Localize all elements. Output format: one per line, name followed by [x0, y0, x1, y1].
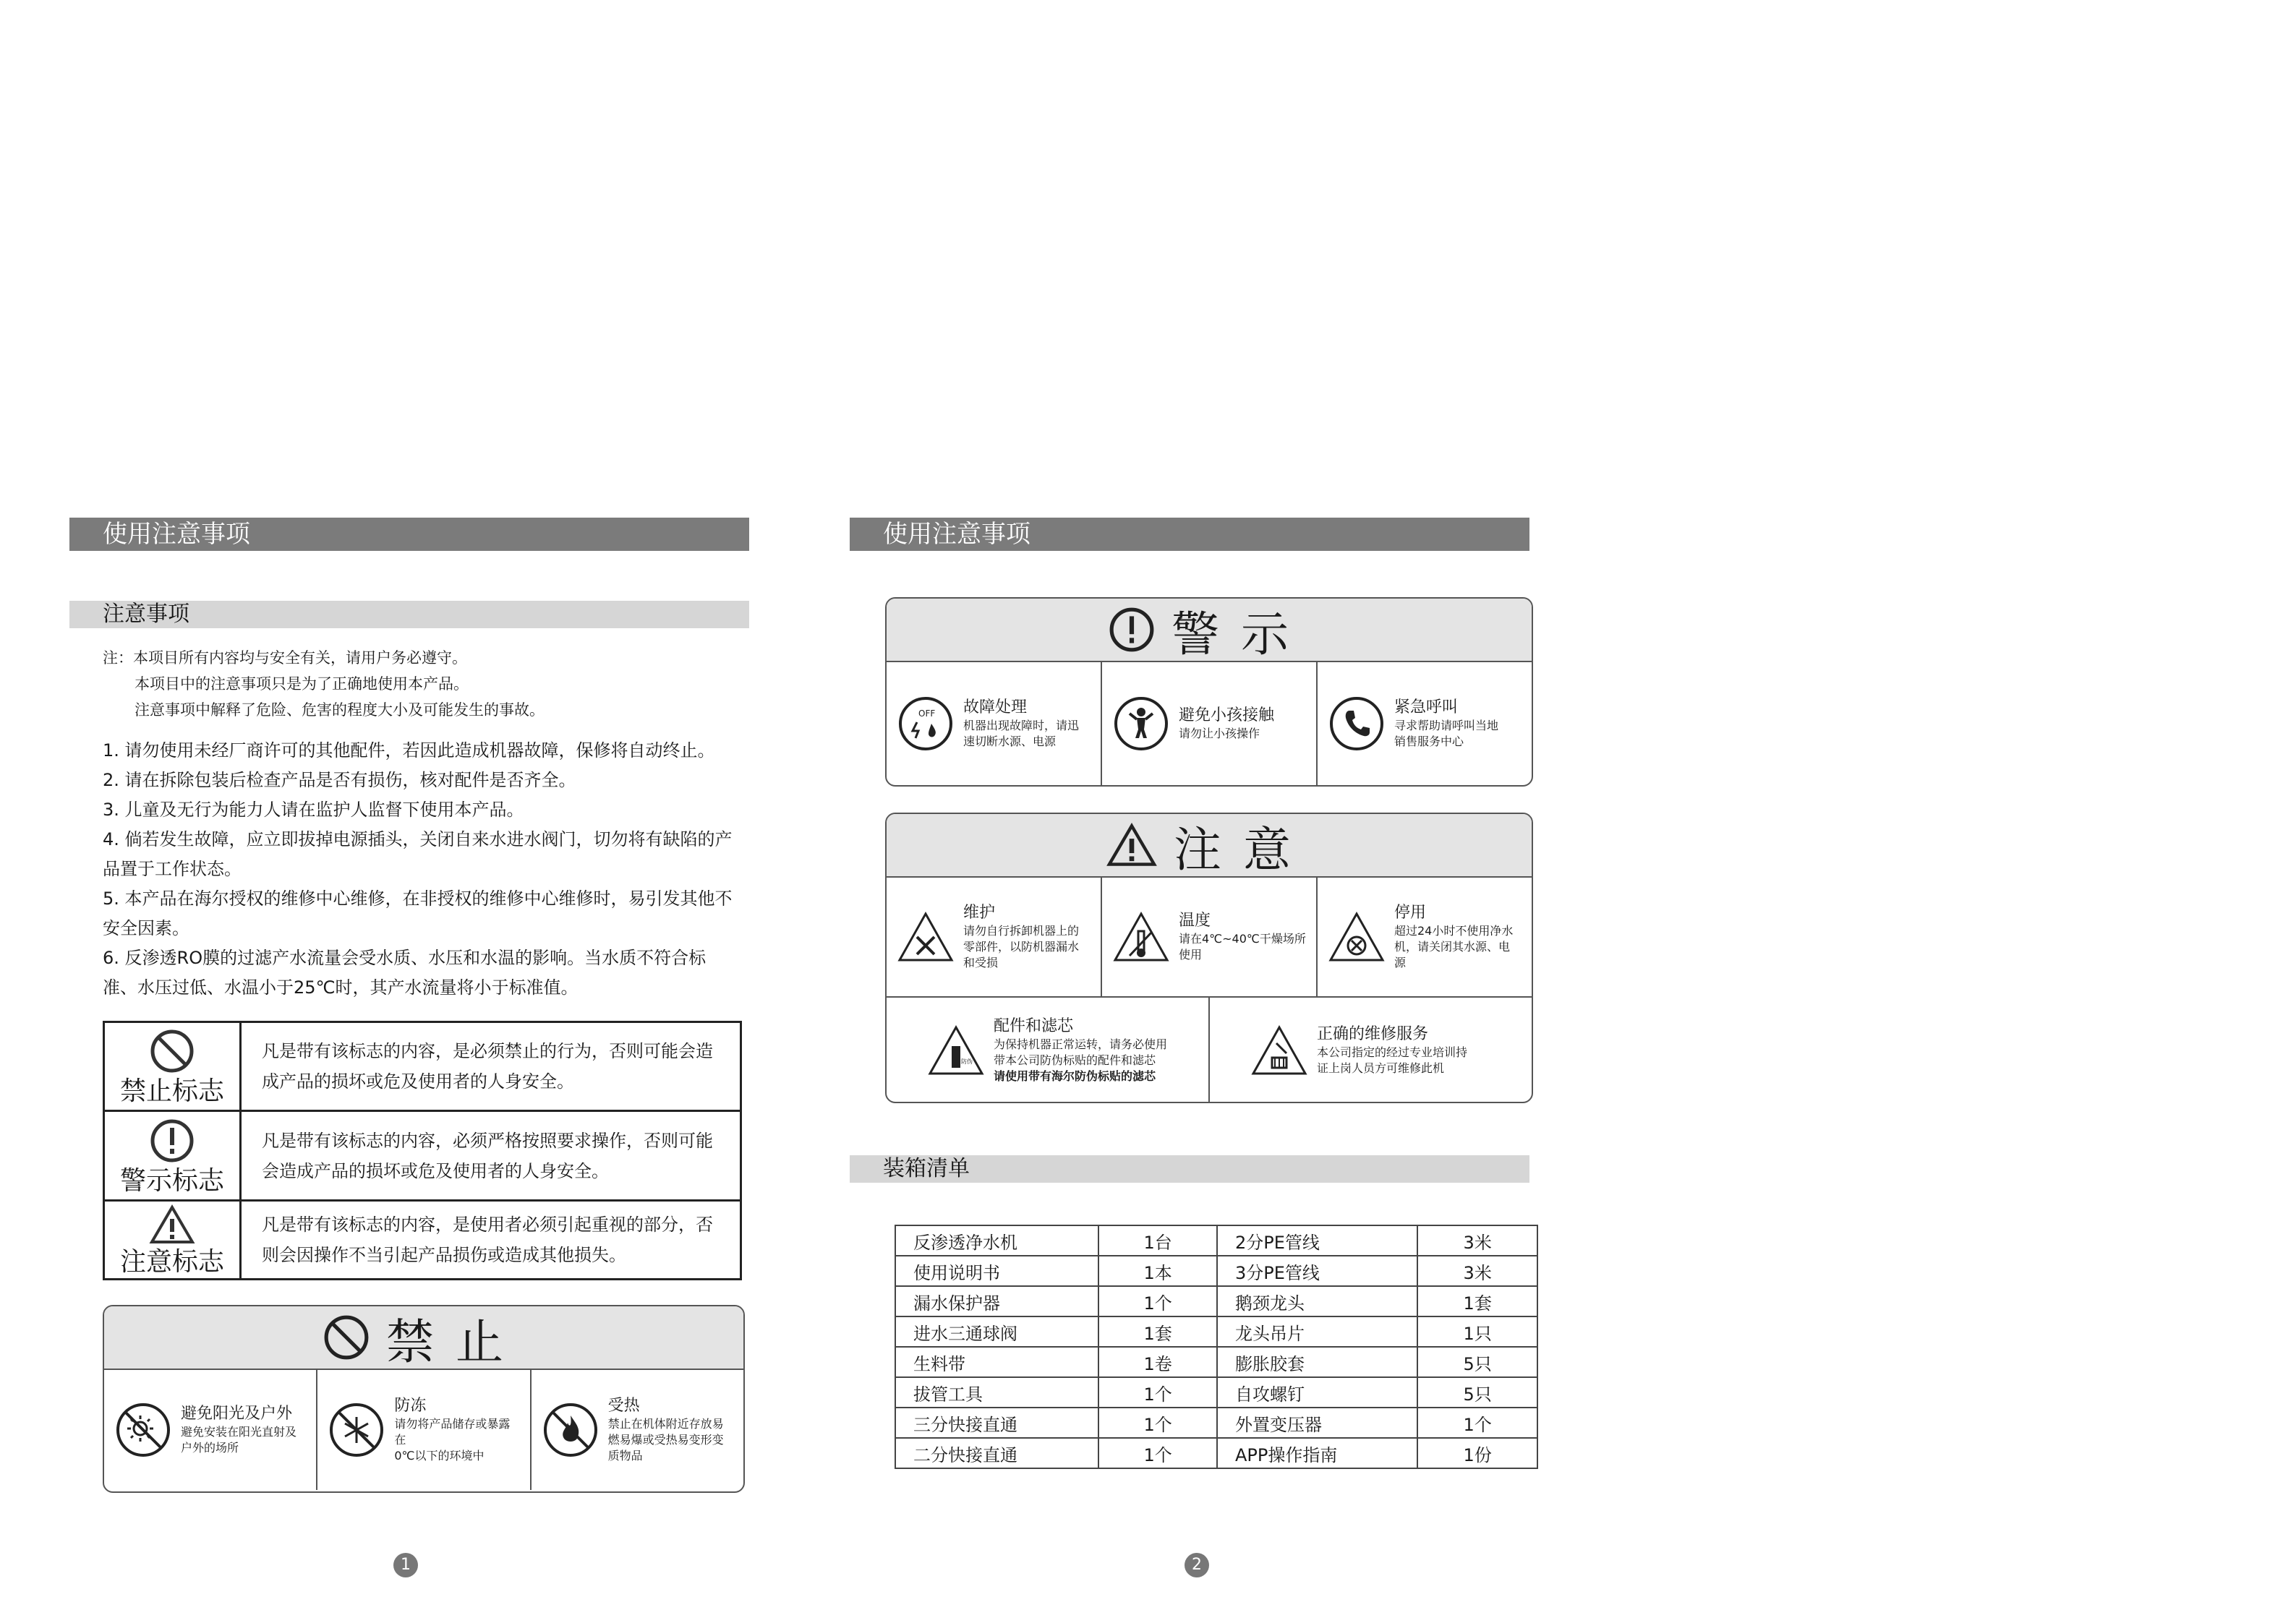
item-name-cell: 生料带 [895, 1347, 1098, 1377]
note-line: 注：本项目所有内容均与安全有关，请用户务必遵守。 [103, 649, 467, 667]
caution-item [887, 878, 1101, 996]
item-name-cell: 自攻螺钉 [1217, 1377, 1417, 1408]
table-row [895, 1408, 1537, 1438]
item-desc-bold: 请使用带有海尔防伪标贴的滤芯 [994, 1069, 1156, 1083]
left-page-header: 使用注意事项 [69, 518, 749, 551]
item-qty-cell: 5只 [1417, 1347, 1537, 1377]
sun-outdoor-prohibited-icon [114, 1401, 172, 1459]
list-item: 安全因素。 [103, 918, 189, 938]
item-title: 防冻 [394, 1397, 427, 1415]
caution-triangle-icon [149, 1204, 195, 1245]
table-row [104, 1022, 741, 1111]
note-line: 本项目中的注意事项只是为了正确地使用本产品。 [135, 675, 469, 693]
prohibit-item-text [394, 1396, 519, 1464]
table-row [895, 1347, 1537, 1377]
sign-cell [104, 1111, 241, 1201]
notice-list [103, 736, 754, 1003]
off-label: OFF [918, 708, 936, 719]
packing-table [895, 1225, 1538, 1469]
item-qty-cell: 1台 [1098, 1225, 1217, 1256]
item-name-cell: 2分PE管线 [1217, 1225, 1417, 1256]
caution-box [885, 813, 1533, 1103]
item-desc: 燃易爆或受热易变形变 [607, 1433, 724, 1447]
desc-line: 凡是带有该标志的内容，是必须禁止的行为，否则可能会造 [262, 1041, 713, 1061]
warning-row [887, 662, 1532, 785]
prohibit-item [316, 1370, 529, 1490]
list-item: 3. 儿童及无行为能力人请在监护人监督下使用本产品。 [103, 800, 524, 820]
caution-item-text [1179, 911, 1306, 963]
list-item: 品置于工作状态。 [103, 859, 242, 879]
prohibit-box-title: 禁止 [386, 1314, 525, 1370]
sign-cell [104, 1022, 241, 1111]
tools-icon [897, 908, 955, 966]
item-desc: 零部件，以防机器漏水 [963, 940, 1080, 954]
desc-line: 凡是带有该标志的内容，是使用者必须引起重视的部分，否 [262, 1215, 713, 1235]
right-page [883, 0, 2296, 1623]
item-title: 温度 [1179, 912, 1211, 930]
list-item: 4. 倘若发生故障，应立即拔掉电源插头，关闭自来水进水阀门，切勿将有缺陷的产 [103, 829, 733, 849]
caution-item [1316, 878, 1532, 996]
item-name-cell: 反渗透净水机 [895, 1225, 1098, 1256]
warning-item [1316, 662, 1532, 785]
list-item: 6. 反渗透RO膜的过滤产水流量会受水质、水压和水温的影响。当水质不符合标 [103, 948, 707, 968]
table-row [104, 1201, 741, 1280]
caution-row [887, 996, 1532, 1103]
item-qty-cell: 3米 [1417, 1225, 1537, 1256]
table-row [895, 1225, 1537, 1256]
item-desc: 请在4℃~40℃干燥场所 [1179, 932, 1306, 946]
item-desc: 速切断水源、电源 [963, 735, 1057, 748]
item-desc: 为保持机器正常运转，请务必使用 [994, 1037, 1168, 1051]
item-name-cell: APP操作指南 [1217, 1438, 1417, 1468]
warning-box-header [887, 599, 1532, 662]
caution-box-title: 注意 [1174, 821, 1313, 878]
prohibition-icon [323, 1314, 370, 1361]
list-item: 2. 请在拆除包装后检查产品是否有损伤，核对配件是否齐全。 [103, 770, 576, 790]
warning-item [887, 662, 1101, 785]
item-qty-cell: 1个 [1417, 1408, 1537, 1438]
item-name-cell: 三分快接直通 [895, 1408, 1098, 1438]
sign-description [241, 1022, 741, 1111]
item-desc: 证上岗人员方可维修此机 [1317, 1061, 1445, 1075]
prohibit-item-text [608, 1396, 724, 1464]
item-title: 维护 [963, 904, 996, 922]
caution-item-text [1394, 903, 1513, 971]
prohibit-row [104, 1370, 743, 1490]
item-name-cell: 漏水保护器 [895, 1286, 1098, 1316]
warning-circle-icon [149, 1118, 195, 1164]
item-desc: 使用 [1179, 948, 1203, 962]
item-qty-cell: 1个 [1098, 1377, 1217, 1408]
page-number: 1 [393, 1553, 418, 1577]
desc-line: 会造成产品的损坏或危及使用者的人身安全。 [262, 1160, 609, 1181]
item-title: 受热 [607, 1397, 640, 1415]
item-desc: 销售服务中心 [1394, 735, 1464, 748]
item-desc: 机，请关闭其水源、电 [1394, 940, 1511, 954]
snowflake-prohibited-icon [328, 1401, 385, 1459]
item-desc: 超过24小时不使用净水 [1394, 924, 1514, 938]
thermometer-icon [1112, 908, 1170, 966]
caution-item [1101, 878, 1316, 996]
item-desc: 户外的场所 [181, 1441, 239, 1455]
warning-box-title: 警示 [1172, 606, 1310, 662]
packing-table-body [895, 1225, 1537, 1468]
item-qty-cell: 1个 [1098, 1408, 1217, 1438]
item-desc: 请勿将产品储存或暴露在 [394, 1417, 511, 1447]
desc-line: 成产品的损坏或危及使用者的人身安全。 [262, 1071, 574, 1092]
caution-item-text [1317, 1024, 1467, 1076]
item-desc: 请勿自行拆卸机器上的 [963, 924, 1080, 938]
sign-name: 禁止标志 [119, 1076, 224, 1106]
filter-icon [927, 1022, 985, 1079]
item-qty-cell: 1本 [1098, 1256, 1217, 1286]
table-row [895, 1438, 1537, 1468]
item-name-cell: 膨胀胶套 [1217, 1347, 1417, 1377]
sign-description [241, 1201, 741, 1280]
filter-label: 防伪 [961, 1058, 973, 1065]
child-icon [1112, 695, 1170, 753]
desc-line: 则会因操作不当引起产品损伤或造成其他损失。 [262, 1245, 626, 1265]
packing-subheader: 装箱清单 [850, 1155, 1529, 1183]
item-desc: 和受损 [963, 956, 999, 969]
item-title: 停用 [1394, 904, 1427, 922]
list-item: 1. 请勿使用未经厂商许可的其他配件，若因此造成机器故障，保修将自动终止。 [103, 740, 715, 761]
notice-subheader: 注意事项 [69, 601, 749, 628]
item-desc: 源 [1394, 956, 1407, 969]
warning-box [885, 597, 1533, 787]
item-name-cell: 外置变压器 [1217, 1408, 1417, 1438]
caution-item [1208, 998, 1532, 1103]
warning-item-text [1179, 706, 1274, 742]
item-desc: 寻求帮助请呼叫当地 [1394, 719, 1499, 732]
item-qty-cell: 1卷 [1098, 1347, 1217, 1377]
caution-item [887, 998, 1208, 1103]
table-row [895, 1256, 1537, 1286]
sign-cell [104, 1201, 241, 1280]
item-name-cell: 拔管工具 [895, 1377, 1098, 1408]
table-row [895, 1377, 1537, 1408]
table-row [895, 1286, 1537, 1316]
desc-line: 凡是带有该标志的内容，必须严格按照要求操作，否则可能 [262, 1130, 713, 1151]
repair-service-icon [1250, 1022, 1308, 1079]
list-item: 5. 本产品在海尔授权的维修中心维修，在非授权的维修中心维修时，易引发其他不 [103, 888, 733, 909]
item-desc: 带本公司防伪标贴的配件和滤芯 [994, 1053, 1156, 1067]
table-row [104, 1111, 741, 1201]
item-name-cell: 龙头吊片 [1217, 1316, 1417, 1347]
item-qty-cell: 1份 [1417, 1438, 1537, 1468]
caution-triangle-icon [1106, 823, 1158, 868]
caution-box-header [887, 814, 1532, 878]
sign-name: 警示标志 [119, 1165, 224, 1196]
sign-description [241, 1111, 741, 1201]
power-off-water-icon [897, 695, 955, 753]
item-title: 避免阳光及户外 [181, 1405, 293, 1423]
prohibit-item [104, 1370, 316, 1490]
phone-icon [1328, 695, 1386, 753]
note-line: 注意事项中解释了危险、危害的程度大小及可能发生的事故。 [135, 701, 545, 719]
item-desc: 质物品 [607, 1449, 643, 1463]
warning-item [1101, 662, 1316, 785]
item-desc: 避免安装在阳光直射及 [181, 1425, 297, 1439]
warning-item-text [1394, 698, 1498, 750]
caution-item-text [963, 903, 1079, 971]
item-qty-cell: 1套 [1098, 1316, 1217, 1347]
item-title: 配件和滤芯 [994, 1017, 1074, 1035]
item-name-cell: 使用说明书 [895, 1256, 1098, 1286]
item-desc: 请勿让小孩操作 [1179, 727, 1260, 740]
prohibit-box [103, 1305, 745, 1493]
item-desc: 禁止在机体附近存放易 [607, 1417, 724, 1431]
item-qty-cell: 1个 [1098, 1286, 1217, 1316]
item-qty-cell: 1套 [1417, 1286, 1537, 1316]
page-number: 2 [1185, 1553, 1209, 1577]
prohibit-box-header [104, 1306, 743, 1370]
item-name-cell: 3分PE管线 [1217, 1256, 1417, 1286]
item-qty-cell: 3米 [1417, 1256, 1537, 1286]
item-desc: 0℃以下的环境中 [394, 1449, 485, 1463]
item-title: 正确的维修服务 [1317, 1025, 1429, 1043]
item-qty-cell: 1个 [1098, 1438, 1217, 1468]
warning-item-text [963, 698, 1079, 750]
item-title: 紧急呼叫 [1394, 698, 1459, 716]
valve-off-icon [1328, 908, 1386, 966]
item-title: 避免小孩接触 [1179, 706, 1275, 724]
right-page-header: 使用注意事项 [850, 518, 1529, 551]
caution-row [887, 878, 1532, 996]
item-desc: 本公司指定的经过专业培训持 [1317, 1045, 1468, 1059]
prohibition-icon [149, 1028, 195, 1074]
sign-name: 注意标志 [119, 1247, 224, 1277]
item-qty-cell: 5只 [1417, 1377, 1537, 1408]
item-name-cell: 进水三通球阀 [895, 1316, 1098, 1347]
item-desc [994, 1069, 1167, 1084]
sign-legend-table [103, 1021, 742, 1280]
caution-item-text [994, 1016, 1167, 1084]
item-name-cell: 二分快接直通 [895, 1438, 1098, 1468]
warning-circle-icon [1108, 606, 1156, 654]
item-qty-cell: 1只 [1417, 1316, 1537, 1347]
item-desc: 机器出现故障时，请迅 [963, 719, 1080, 732]
prohibit-item-text [181, 1404, 296, 1456]
item-title: 故障处理 [963, 698, 1028, 716]
table-row [895, 1316, 1537, 1347]
list-item: 准、水压过低、水温小于25℃时，其产水流量将小于标准值。 [103, 977, 579, 998]
notice-note [103, 645, 545, 723]
item-name-cell: 鹅颈龙头 [1217, 1286, 1417, 1316]
prohibit-item [530, 1370, 743, 1490]
fire-prohibited-icon [542, 1401, 599, 1459]
